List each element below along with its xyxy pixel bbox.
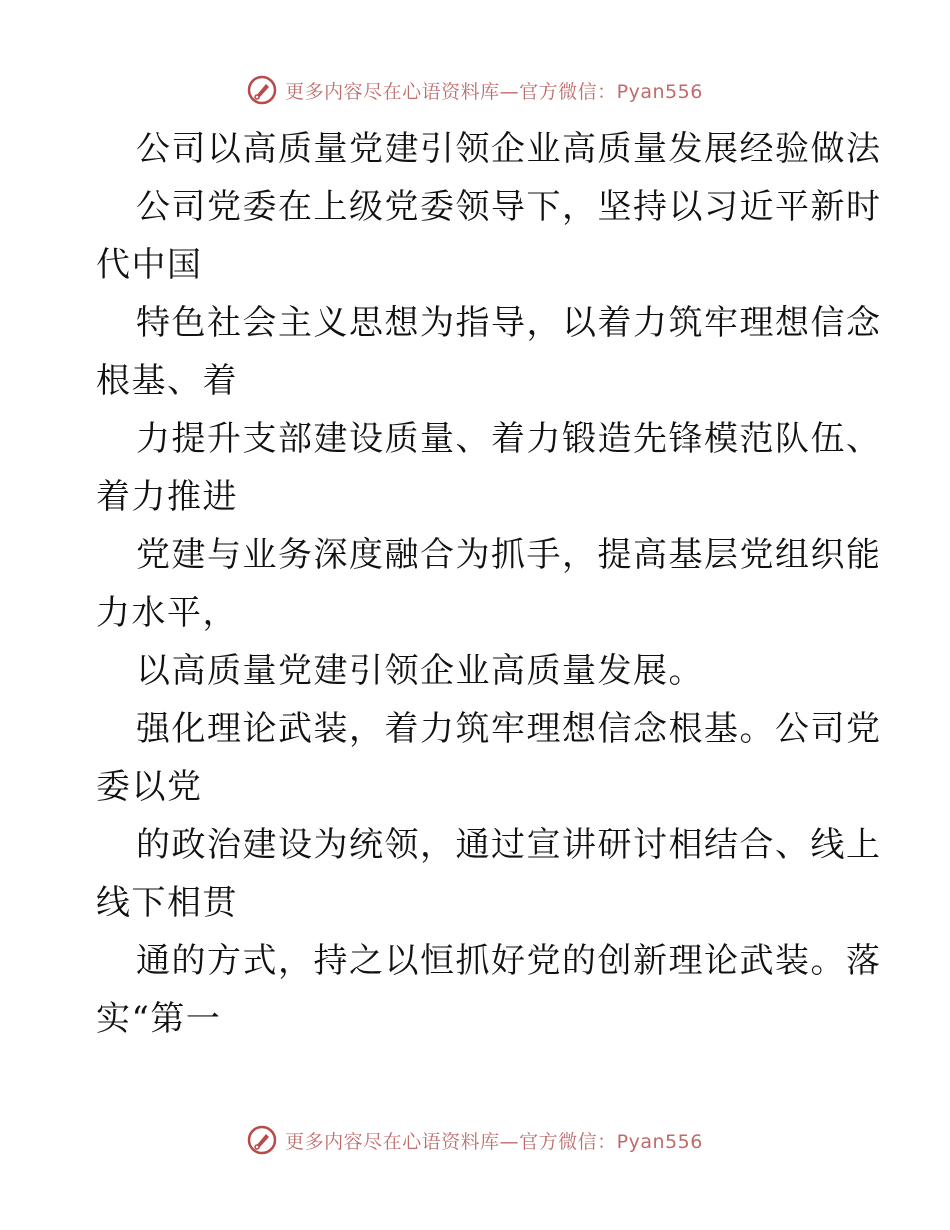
- text-line: 党建与业务深度融合为抓手，提高基层党组织能: [136, 535, 882, 575]
- text-line: 公司党委在上级党委领导下，坚持以习近平新时: [136, 187, 882, 227]
- watermark-text: 更多内容尽在心语资料库—官方微信：Pyan556: [285, 1130, 703, 1153]
- text-line: 通的方式，持之以恒抓好党的创新理论武装。落: [136, 941, 882, 981]
- pen-nib-logo-icon: [247, 75, 277, 105]
- pen-nib-logo-icon: [247, 1125, 277, 1155]
- text-line: 线下相贯: [96, 883, 238, 923]
- text-line: 力水平，: [96, 593, 238, 633]
- text-line: 力提升支部建设质量、着力锻造先锋模范队伍、: [136, 419, 882, 459]
- footer-watermark: [0, 1120, 950, 1160]
- text-line: 的政治建设为统领，通过宣讲研讨相结合、线上: [136, 825, 882, 865]
- document-title-line: 公司以高质量党建引领企业高质量发展经验做法: [136, 129, 882, 169]
- text-line: 实“第一: [96, 999, 222, 1039]
- text-line: 代中国: [96, 245, 203, 285]
- text-line: 着力推进: [96, 477, 238, 517]
- text-line: 强化理论武装，着力筑牢理想信念根基。公司党: [136, 709, 882, 749]
- watermark-text: 更多内容尽在心语资料库—官方微信：Pyan556: [285, 80, 703, 103]
- header-watermark: [0, 70, 950, 110]
- text-line: 特色社会主义思想为指导，以着力筑牢理想信念: [136, 303, 882, 343]
- text-line: 委以党: [96, 767, 203, 807]
- text-line: 根基、着: [96, 361, 238, 401]
- document-body: [96, 120, 882, 1048]
- text-line: 以高质量党建引领企业高质量发展。: [136, 651, 704, 691]
